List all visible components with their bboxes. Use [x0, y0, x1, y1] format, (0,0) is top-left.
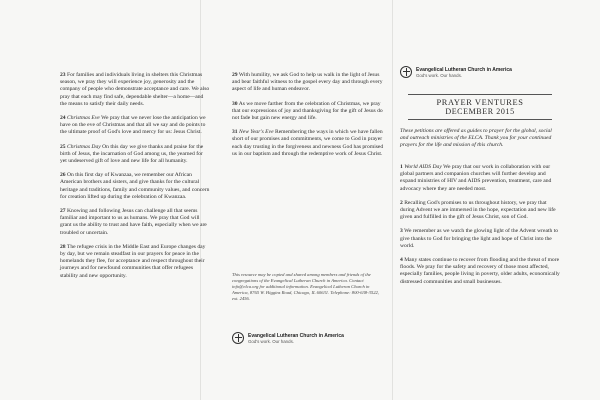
petition-lead: New Year's Eve	[239, 129, 274, 136]
petition-25	[60, 144, 210, 166]
petition-number: 3	[400, 228, 403, 235]
elca-logo-top	[400, 66, 512, 78]
petition-1	[400, 164, 560, 193]
column-1	[60, 72, 210, 400]
column-3	[400, 164, 560, 293]
cross-logo-icon	[232, 332, 244, 344]
org-name: Evangelical Lutheran Church in America	[416, 66, 512, 73]
petition-text: We pray that we never lose the anticipation we have on the eve of Christmas and that all we say and do points to the ultimate proof of God's love and mercy for us: Jesus Christ.	[60, 115, 206, 136]
title-rule-bottom	[408, 119, 552, 120]
petition-number: 23	[60, 72, 66, 78]
petition-text: We remember as we watch the glowing light of the Advent wreath to give thanks to God for bringing the light and hope of Christ into the world.	[400, 228, 559, 249]
petition-number: 26	[60, 172, 66, 179]
petition-number: 31	[232, 129, 238, 136]
elca-logo-bottom	[232, 332, 344, 344]
petition-31	[232, 129, 384, 158]
petition-4	[400, 257, 560, 286]
petition-lead: Christmas Eve	[67, 115, 100, 122]
petition-text: With humility, we ask God to help us walk in the light of Jesus and bear faithful witness to the gospel every day and through every aspect of life and human endeavor.	[232, 72, 383, 93]
column-2	[232, 72, 384, 400]
petition-30	[232, 101, 384, 123]
intro-text: These petitions are offered as guides to prayer for the global, social and outreach ministries of the ELCA. Thank you for your continued prayers for the life and mission of this church.	[400, 128, 552, 149]
petition-24	[60, 115, 210, 137]
org-name: Evangelical Lutheran Church in America	[248, 332, 344, 339]
petition-27	[60, 208, 210, 237]
title-block	[400, 94, 560, 120]
petition-3	[400, 228, 560, 250]
petition-text: Remembering the ways in which we have fallen short of our promises and commitments, we come to God in prayer each day trusting in the forgiveness and newness God has promised us in our baptism and through the redemptive work of Jesus Christ.	[232, 129, 384, 157]
petition-number: 28	[60, 243, 66, 250]
petition-2	[400, 200, 560, 222]
petition-text: We pray that our work in collaboration with our global partners and companion churches will further develop and expand ministries of HIV and AIDS prevention, treatment, care and advocacy where they are needed most.	[400, 164, 552, 192]
petition-number: 4	[400, 257, 403, 264]
copy-permission-note: This resource may be copied and shared among members and friends of the congregations of the Evangelical Lutheran Church in America. Contact info@elca.org for additional information. Evangelical Lutheran Church in America, 8765 W. Higgins Road, Chicago, IL 60631. Telephone: 800-638-3522, ext. 2456.	[232, 272, 379, 301]
petition-29	[232, 72, 384, 94]
petition-text: The refugee crisis in the Middle East and Europe changes day by day, but we remain steadfast in our prayers for peace in the homelands they flee, for acceptance and respect throughout their journeys and for newfound communities that offer refugees stability and new opportunity.	[60, 243, 206, 279]
petition-number: 2	[400, 199, 403, 206]
petition-number: 29	[232, 72, 238, 78]
petition-text: Recalling God's promises to us throughout history, we pray that during Advent we are immersed in the hope, expectation and new life given and fulfilled in the gift of Jesus Christ, son of God.	[400, 199, 556, 221]
petition-text: Knowing and following Jesus can challenge all that seems familiar and important to us as humans. We pray that God will grant us the ability to trust and have faith, especially when we are troubled or uncertain.	[60, 208, 207, 236]
petition-text: On this day we give thanks and praise for the birth of Jesus, the incarnation of God among us, the yearned for yet undeserved gift of love and new life for all humanity.	[60, 143, 204, 165]
petition-number: 24	[60, 115, 66, 122]
petition-26	[60, 172, 210, 201]
petition-lead: Christmas Day	[67, 143, 101, 150]
fold-line-right	[392, 0, 393, 400]
petition-23	[60, 72, 210, 108]
petition-number: 1	[400, 164, 403, 170]
page-subtitle: DECEMBER 2015	[445, 107, 515, 116]
petition-text: Many states continue to recover from flooding and the threat of more floods. We pray for the safety and recovery of those most affected, especially families, people living in poverty, older adults, economically distressed communities and small businesses.	[400, 257, 560, 285]
org-tagline: God's work. Our hands.	[248, 338, 294, 344]
org-tagline: God's work. Our hands.	[416, 72, 462, 78]
petition-text: On this first day of Kwanzaa, we remember our African American brothers and sisters, and give thanks for the cultural heritage and traditions, family and community values, and concern for creation lifted up during the celebration of Kwanzaa.	[60, 172, 210, 200]
petition-number: 25	[60, 143, 66, 150]
petition-number: 27	[60, 208, 66, 215]
cross-logo-icon	[400, 66, 412, 78]
page-title: PRAYER VENTURES	[436, 98, 524, 107]
petition-text: As we move farther from the celebration of Christmas, we pray that our expressions of joy and thanksgiving for the gift of Jesus do not fade but gain new energy and life.	[232, 100, 383, 122]
petition-lead: World AIDS Day	[404, 164, 442, 170]
petition-text: For families and individuals living in shelters this Christmas season, we pray they will experience joy, generosity and the company of people who demonstrate acceptance and care. We also pray that each may find safe, dependable shelter—a home—and the means to satisfy their daily needs.	[60, 72, 210, 107]
petition-number: 30	[232, 100, 238, 107]
petition-28	[60, 244, 210, 280]
